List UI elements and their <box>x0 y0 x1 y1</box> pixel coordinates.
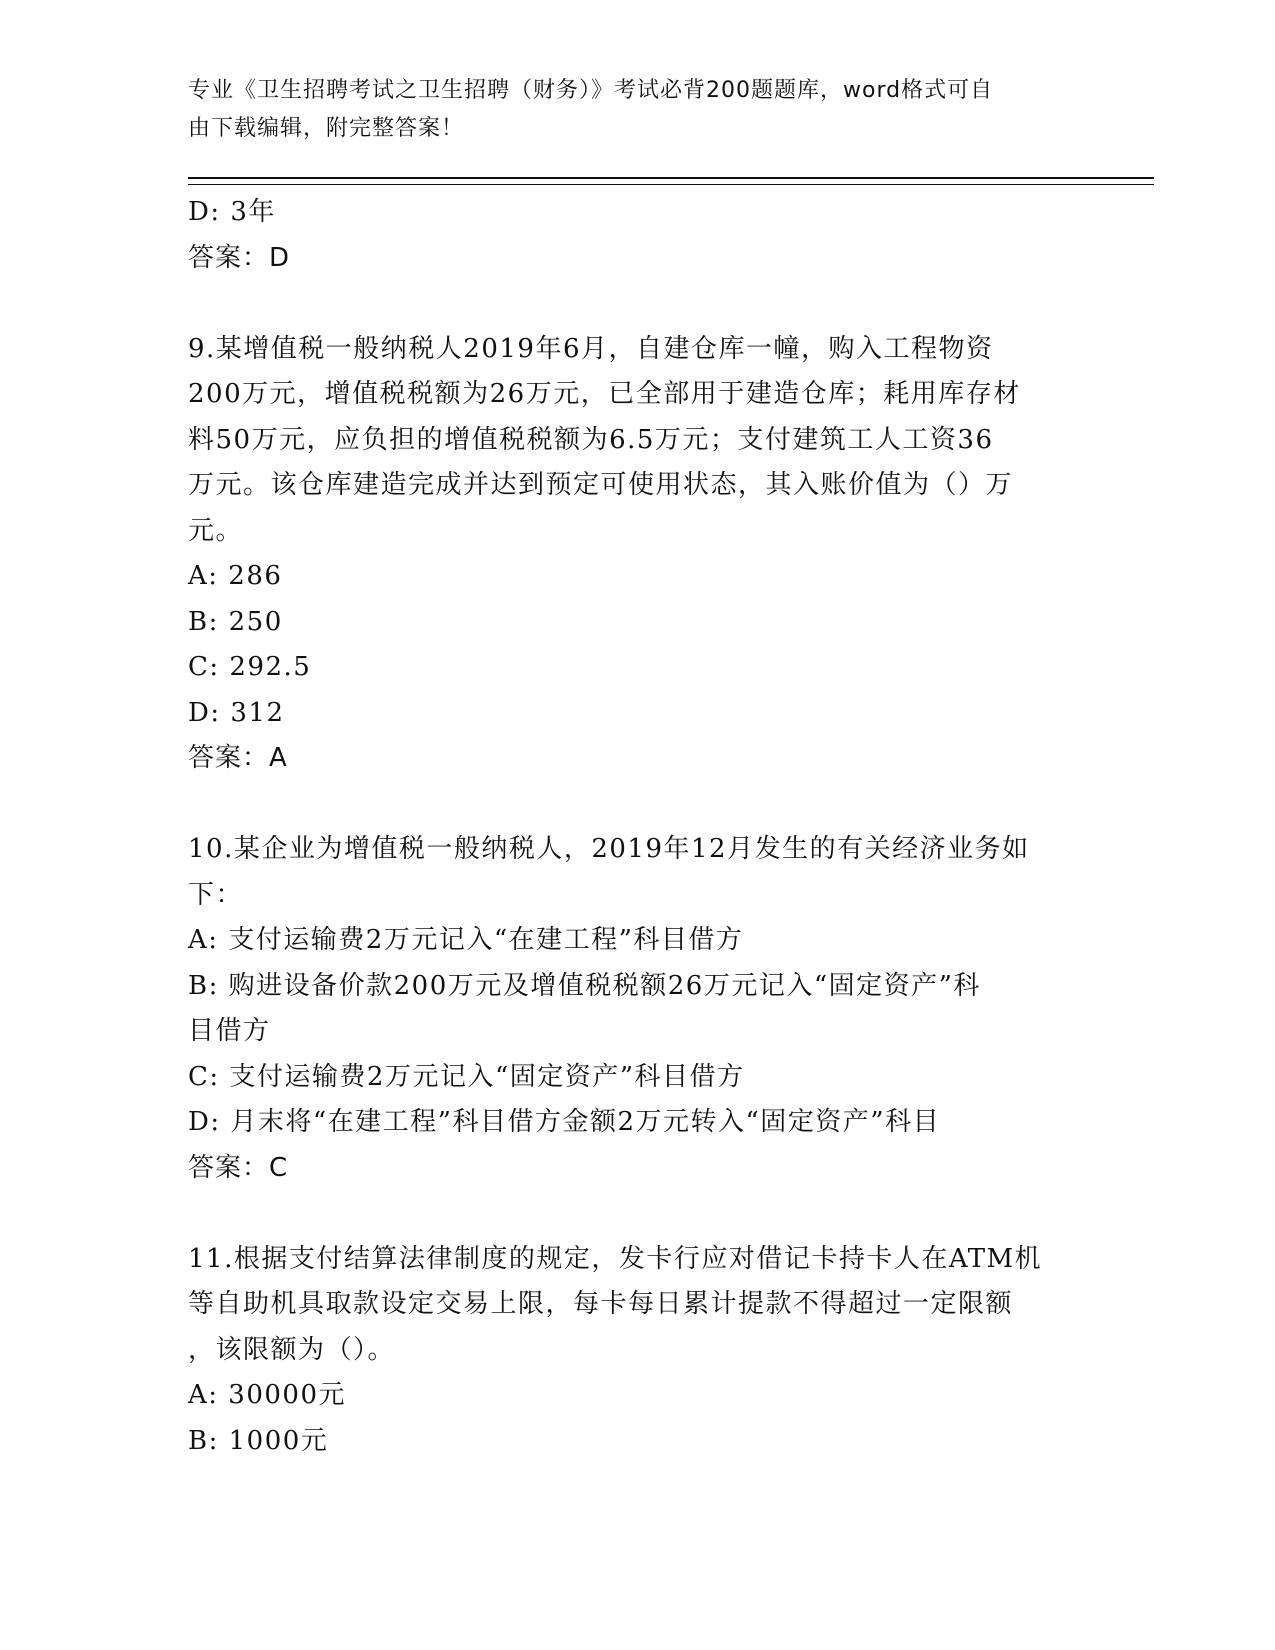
question-text-line: 下： <box>188 879 244 910</box>
question-text-line: ，该限额为（）。 <box>188 1334 396 1365</box>
answer: 答案：A <box>188 743 288 773</box>
option-a: A: 30000元 <box>188 1380 347 1410</box>
question-text-line: 元。 <box>188 515 244 546</box>
header-divider-thick <box>188 177 1154 179</box>
question-text-line: 9.某增值税一般纳税人2019年6月，自建仓库一幢，购入工程物资 <box>188 333 994 364</box>
answer: 答案：C <box>188 1152 289 1183</box>
spacer <box>188 1191 1078 1237</box>
option-a: A: 286 <box>188 561 283 591</box>
question-text-line: 等自助机具取款设定交易上限，每卡每日累计提款不得超过一定限额 <box>188 1289 1014 1319</box>
previous-question-tail <box>188 190 1078 281</box>
header-divider-thin <box>188 184 1154 185</box>
option-b-continued: 目借方 <box>188 1016 271 1046</box>
spacer <box>188 782 1078 828</box>
question-text-line: 10.某企业为增值税一般纳税人，2019年12月发生的有关经济业务如 <box>188 834 1030 864</box>
question-9 <box>188 327 1078 782</box>
question-text-line: 料50万元，应负担的增值税税额为6.5万元；支付建筑工人工资36 <box>188 424 994 455</box>
question-10 <box>188 827 1078 1191</box>
option-b: B: 250 <box>188 606 283 637</box>
option-b: B: 1000元 <box>188 1425 329 1456</box>
question-text-line: 万元。该仓库建造完成并达到预定可使用状态，其入账价值为（）万 <box>188 470 1014 500</box>
option-a: A: 支付运输费2万元记入“在建工程”科目借方 <box>188 925 744 955</box>
question-text-line: 200万元，增值税税额为26万元，已全部用于建造仓库；耗用库存材 <box>188 379 1021 409</box>
question-11 <box>188 1237 1078 1465</box>
option-d: D: 3年 <box>188 197 276 227</box>
document-body <box>188 190 1078 1464</box>
option-d: D: 月末将“在建工程”科目借方金额2万元转入“固定资产”科目 <box>188 1107 941 1137</box>
option-b: B: 购进设备价款200万元及增值税税额26万元记入“固定资产”科 <box>188 970 981 1001</box>
spacer <box>188 281 1078 327</box>
question-text-line: 11.根据支付结算法律制度的规定，发卡行应对借记卡持卡人在ATM机 <box>188 1243 1043 1274</box>
header-line-1: 专业《卫生招聘考试之卫生招聘（财务）》考试必背200题题库，word格式可自 <box>188 78 994 103</box>
answer: 答案：D <box>188 242 291 273</box>
option-d: D: 312 <box>188 697 285 728</box>
option-c: C: 292.5 <box>188 652 312 682</box>
header-line-2: 由下载编辑，附完整答案！ <box>188 116 465 141</box>
page-header <box>188 72 1068 148</box>
option-c: C: 支付运输费2万元记入“固定资产”科目借方 <box>188 1061 745 1092</box>
